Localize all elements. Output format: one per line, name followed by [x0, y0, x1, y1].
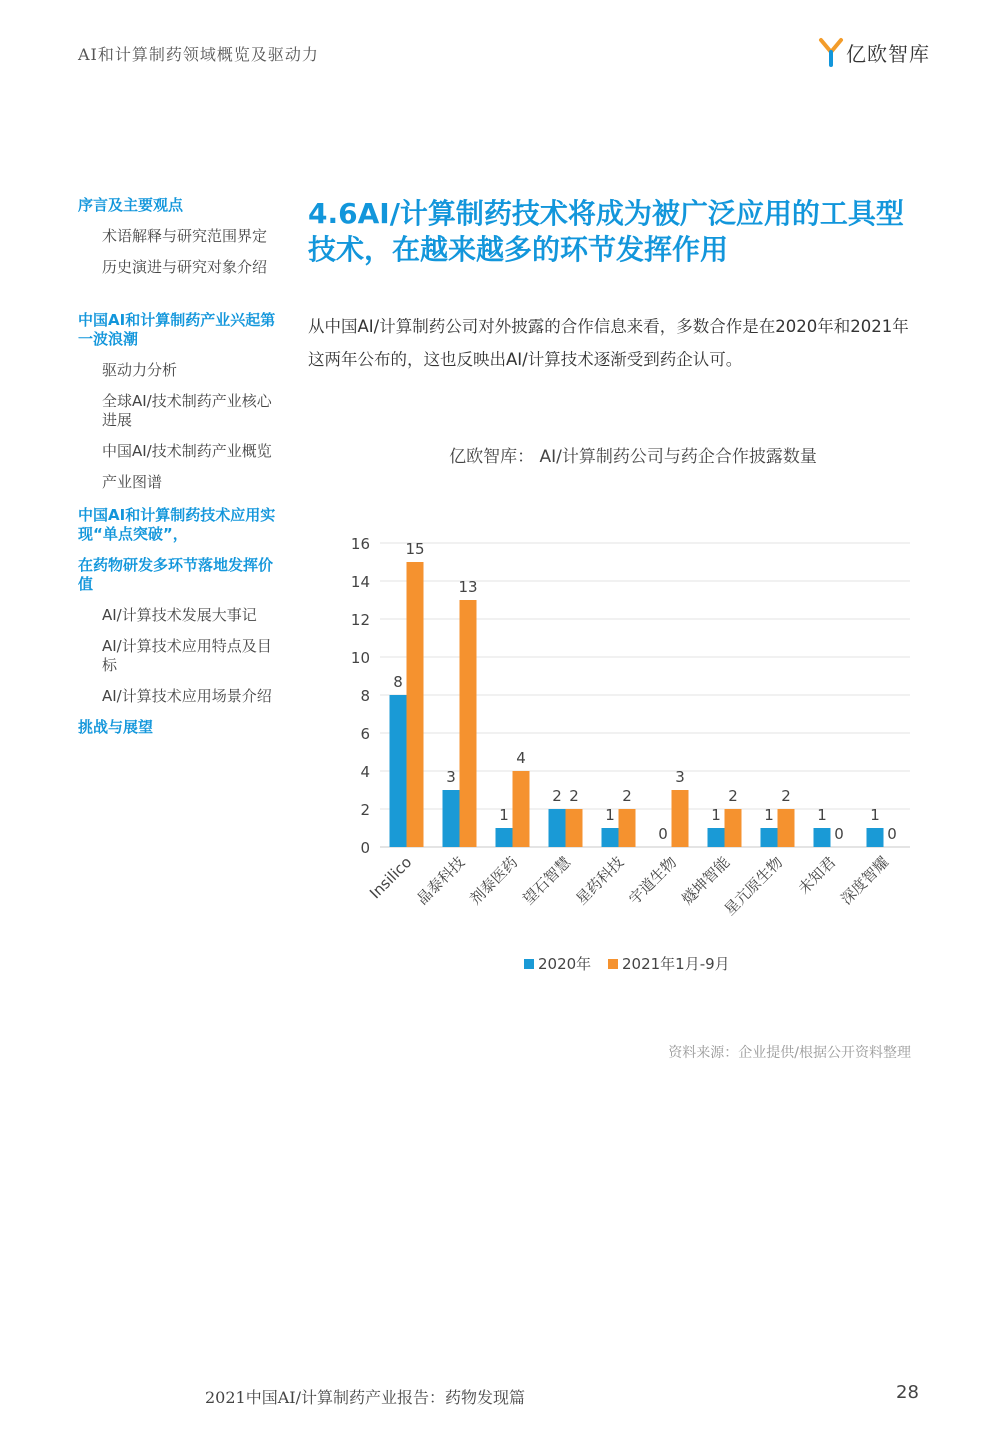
bar-series1 [549, 809, 566, 847]
legend-swatch [608, 959, 618, 969]
toc-section[interactable]: 在药物研发多环节落地发挥价值 [78, 556, 274, 593]
bar-series1 [602, 828, 619, 847]
x-tick-label: 晶泰科技 [413, 853, 469, 909]
data-label: 13 [458, 578, 478, 596]
data-label: 1 [711, 806, 721, 824]
data-label: 1 [499, 806, 509, 824]
data-label: 4 [516, 749, 526, 767]
header-title: AI和计算制药领域概览及驱动力 [78, 45, 319, 64]
intro-paragraph: 从中国AI/计算制药公司对外披露的合作信息来看，多数合作是在2020年和2021年这两年公布的，这也反映出AI/计算技术逐渐受到药企认可。 [308, 317, 909, 369]
x-tick-label: 宇道生物 [625, 853, 681, 909]
toc-item[interactable]: 中国AI/技术制药产业概览 [102, 442, 272, 460]
bar-series2 [513, 771, 530, 847]
logo-text: 亿欧智库 [846, 41, 930, 66]
bar-series2 [672, 790, 689, 847]
data-label: 2 [569, 787, 579, 805]
bar-series1 [708, 828, 725, 847]
source-note: 资料来源：企业提供/根据公开资料整理 [668, 1045, 911, 1061]
x-tick-label: 剂泰医药 [466, 853, 522, 909]
table-of-contents [78, 196, 278, 737]
data-label: 3 [446, 768, 456, 786]
x-tick-label: 星药科技 [572, 853, 628, 909]
toc-item[interactable]: AI/计算技术应用特点及目标 [102, 637, 272, 674]
toc-item[interactable]: AI/计算技术发展大事记 [102, 606, 257, 624]
y-tick-label: 2 [360, 801, 370, 819]
bar-series2 [725, 809, 742, 847]
bar-series1 [390, 695, 407, 847]
bar-series2 [566, 809, 583, 847]
legend-label: 2020年 [538, 955, 592, 973]
y-tick-label: 10 [350, 649, 370, 667]
chart-title: 亿欧智库： AI/计算制药公司与药企合作披露数量 [449, 447, 817, 467]
toc-section[interactable]: 中国AI和计算制药技术应用实现“单点突破”， [78, 506, 276, 543]
data-label: 0 [887, 825, 897, 843]
page-number: 28 [896, 1382, 919, 1403]
bar-series1 [496, 828, 513, 847]
data-label: 2 [781, 787, 791, 805]
y-tick-label: 6 [360, 725, 370, 743]
data-label: 1 [870, 806, 880, 824]
toc-section[interactable]: 中国AI和计算制药产业兴起第一波浪潮 [78, 311, 276, 348]
data-label: 0 [834, 825, 844, 843]
y-tick-label: 0 [360, 839, 370, 857]
legend-label: 2021年1月-9月 [622, 955, 730, 973]
bar-series1 [443, 790, 460, 847]
y-tick-label: 16 [350, 535, 370, 553]
logo-icon [818, 37, 844, 67]
data-label: 2 [622, 787, 632, 805]
y-tick-label: 14 [350, 573, 370, 591]
x-tick-label: 深度智耀 [837, 853, 893, 909]
toc-item[interactable]: 驱动力分析 [102, 361, 178, 379]
footer-title: 2021中国AI/计算制药产业报告：药物发现篇 [205, 1388, 525, 1407]
data-label: 1 [605, 806, 615, 824]
logo [818, 36, 930, 68]
x-tick-label: 星亢原生物 [720, 853, 787, 919]
toc-item[interactable]: 全球AI/技术制药产业核心进展 [102, 392, 272, 429]
y-tick-label: 8 [360, 687, 370, 705]
toc-item[interactable]: 产业图谱 [102, 473, 163, 491]
y-tick-label: 4 [360, 763, 370, 781]
bar-series1 [814, 828, 831, 847]
y-tick-label: 12 [350, 611, 370, 629]
data-label: 0 [658, 825, 668, 843]
data-label: 1 [764, 806, 774, 824]
toc-item[interactable]: AI/计算技术应用场景介绍 [102, 687, 272, 705]
bar-series2 [407, 562, 424, 847]
x-tick-label: Insilico [366, 853, 416, 903]
bar-chart [300, 520, 940, 990]
section-title: 4.6AI/计算制药技术将成为被广泛应用的工具型技术，在越来越多的环节发挥作用 [308, 197, 904, 266]
x-tick-label: 望石智慧 [519, 853, 575, 909]
data-label: 2 [728, 787, 738, 805]
x-tick-label: 燧坤智能 [678, 853, 734, 909]
data-label: 8 [393, 673, 403, 691]
x-tick-label: 未知君 [794, 853, 840, 898]
data-label: 2 [552, 787, 562, 805]
legend-swatch [524, 959, 534, 969]
bar-series1 [867, 828, 884, 847]
toc-item[interactable]: 历史演进与研究对象介绍 [102, 258, 268, 276]
toc-section[interactable]: 序言及主要观点 [78, 196, 184, 214]
data-label: 1 [817, 806, 827, 824]
bar-series2 [619, 809, 636, 847]
toc-section[interactable]: 挑战与展望 [78, 718, 154, 736]
toc-item[interactable]: 术语解释与研究范围界定 [102, 227, 268, 245]
bar-series2 [778, 809, 795, 847]
data-label: 3 [675, 768, 685, 786]
bar-series1 [761, 828, 778, 847]
bar-series2 [460, 600, 477, 847]
data-label: 15 [405, 540, 425, 558]
